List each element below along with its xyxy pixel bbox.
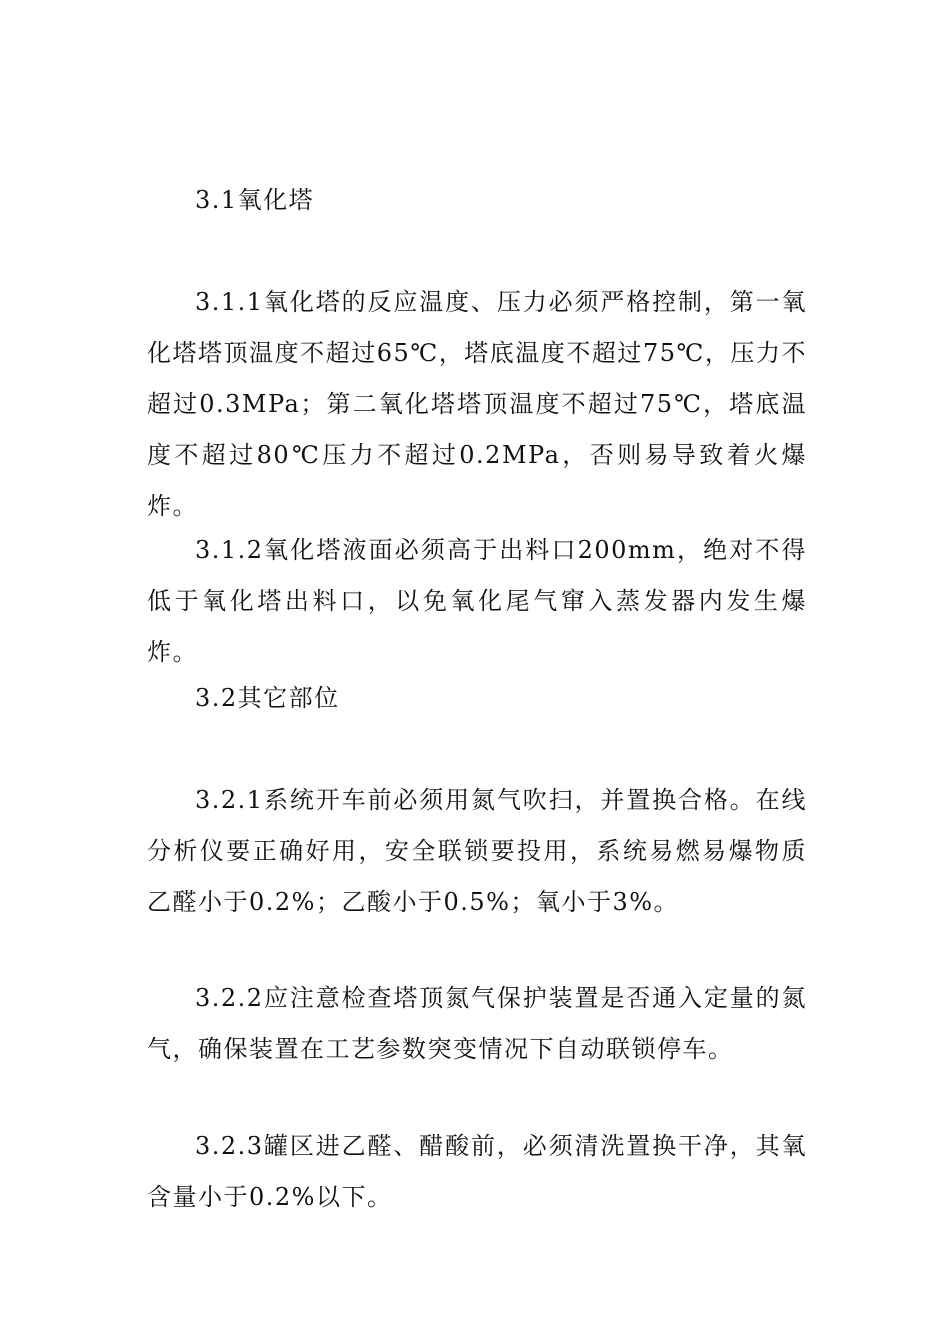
section-heading-3-2: 3.2其它部位 <box>195 684 340 712</box>
paragraph-3-2-1: 3.2.1系统开车前必须用氮气吹扫，并置换合格。在线分析仪要正确好用，安全联锁要投用，系统易燃易爆物质乙醛小于0.2%；乙酸小于0.5%；氧小于3%。 <box>147 786 807 916</box>
section-heading-3-1: 3.1氧化塔 <box>195 186 315 214</box>
paragraph-3-2-3: 3.2.3罐区进乙醛、醋酸前，必须清洗置换干净，其氧含量小于0.2%以下。 <box>147 1132 807 1211</box>
paragraph-3-1-2: 3.1.2氧化塔液面必须高于出料口200mm，绝对不得低于氧化塔出料口，以免氧化尾气窜入蒸发器内发生爆炸。 <box>147 536 807 666</box>
paragraph-3-2-2: 3.2.2应注意检查塔顶氮气保护装置是否通入定量的氮气，确保装置在工艺参数突变情况下自动联锁停车。 <box>147 984 807 1063</box>
paragraph-3-1-1: 3.1.1氧化塔的反应温度、压力必须严格控制，第一氧化塔塔顶温度不超过65℃，塔底温度不超过75℃，压力不超过0.3MPa；第二氧化塔塔顶温度不超过75℃，塔底温度不超过80℃压力不超过0.2MPa，否则易导致着火爆炸。 <box>147 288 807 520</box>
